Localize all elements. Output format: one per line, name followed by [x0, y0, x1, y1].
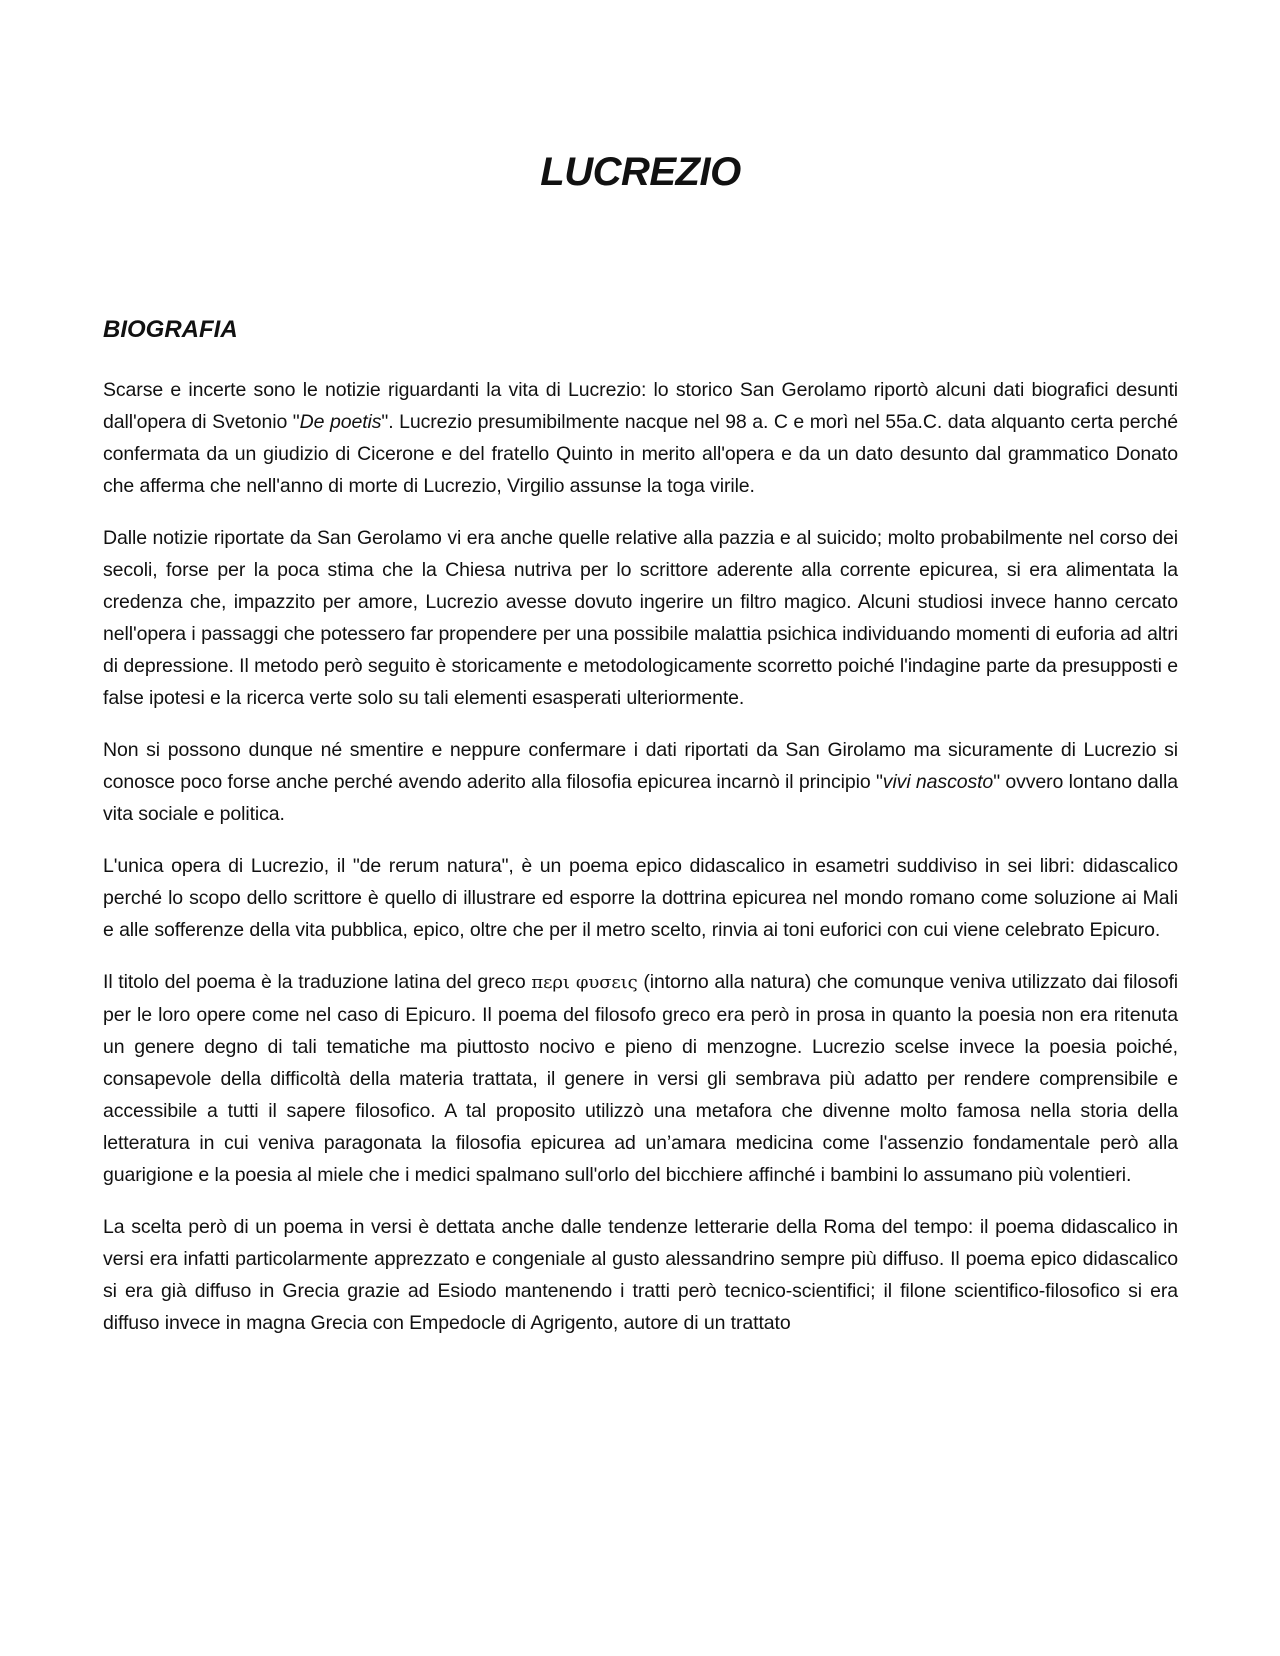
paragraph-1-italic: De poetis — [299, 411, 382, 433]
paragraph-1-text-c: ". Lucrezio presumibilmente nacque nel 98 a. C e morì nel 55a.C. data alquanto certa perché confermata da un giudizio di Cicerone e del fratello Quinto in merito all'opera e da un dato desunto dal grammatico Donato che afferma che nell'anno di morte di Lucrezio, Virgilio assunse la toga virile. — [103, 411, 1178, 497]
paragraph-5 — [103, 966, 1178, 1191]
paragraph-5-text-a: Il titolo del poema è la traduzione latina del greco — [103, 971, 532, 993]
paragraph-1-text-a: Scarse e incerte sono le notizie riguardanti la vita di Lucrezio: lo storico San Gerolamo riportò alcuni dati biografici desunti dall'opera di Svetonio " — [103, 379, 1178, 433]
paragraph-3-text-c: " ovvero lontano dalla vita sociale e politica. — [103, 771, 1179, 825]
paragraph-2: Dalle notizie riportate da San Gerolamo vi era anche quelle relative alla pazzia e al suicido; molto probabilmente nel corso dei secoli, forse per la poca stima che la Chiesa nutriva per lo scrittore aderente alla corrente epicurea, si era alimentata la credenza che, impazzito per amore, Lucrezio avesse dovuto ingerire un filtro magico. Alcuni studiosi invece hanno cercato nell'opera i passaggi che potessero far propendere per una possibile malattia psichica individuando momenti di euforia ad altri di depressione. Il metodo però seguito è storicamente e metodologicamente scorretto poiché l'indagine parte da presupposti e false ipotesi e la ricerca verte solo su tali elementi esasperati ulteriormente. — [103, 527, 1178, 709]
document-title: LUCREZIO — [540, 150, 741, 194]
paragraph-5-greek: περι φυσεις — [531, 972, 638, 993]
paragraph-3-text-a: Non si possono dunque né smentire e neppure confermare i dati riportati da San Girolamo ma sicuramente di Lucrezio si conosce poco forse anche perché avendo aderito alla filosofia epicurea incarnò il principio " — [103, 739, 1178, 793]
document-body — [103, 374, 1178, 1359]
paragraph-3-italic: vivi nascosto — [882, 771, 994, 793]
paragraph-3 — [103, 734, 1178, 830]
section-heading-biografia: BIOGRAFIA — [103, 316, 238, 343]
paragraph-6: La scelta però di un poema in versi è dettata anche dalle tendenze letterarie della Roma del tempo: il poema didascalico in versi era infatti particolarmente apprezzato e congeniale al gusto alessandrino sempre più diffuso. Il poema epico didascalico si era già diffuso in Grecia grazie ad Esiodo mantenendo i tratti però tecnico-scientifici; il filone scientifico-filosofico si era diffuso invece in magna Grecia con Empedocle di Agrigento, autore di un trattato — [103, 1216, 1178, 1334]
paragraph-1 — [103, 374, 1178, 502]
paragraph-4: L'unica opera di Lucrezio, il "de rerum natura", è un poema epico didascalico in esametri suddiviso in sei libri: didascalico perché lo scopo dello scrittore è quello di illustrare ed esporre la dottrina epicurea nel mondo romano come soluzione ai Mali e alle sofferenze della vita pubblica, epico, oltre che per il metro scelto, rinvia ai toni euforici con cui viene celebrato Epicuro. — [103, 855, 1178, 941]
paragraph-5-text-c: (intorno alla natura) che comunque veniva utilizzato dai filosofi per le loro opere come nel caso di Epicuro. Il poema del filosofo greco era però in prosa in quanto la poesia non era ritenuta un genere degno di tali tematiche ma piuttosto nocivo e pieno di menzogne. Lucrezio scelse invece la poesia poiché, consapevole della difficoltà della materia trattata, il genere in versi gli sembrava più adatto per rendere comprensibile e accessibile a tutti il sapere filosofico. A tal proposito utilizzò una metafora che divenne molto famosa nella storia della letteratura in cui veniva paragonata la filosofia epicurea ad un’amara medicina come l'assenzio fondamentale però alla guarigione e la poesia al miele che i medici spalmano sull'orlo del bicchiere affinché i bambini lo assumano più volentieri. — [103, 971, 1179, 1186]
